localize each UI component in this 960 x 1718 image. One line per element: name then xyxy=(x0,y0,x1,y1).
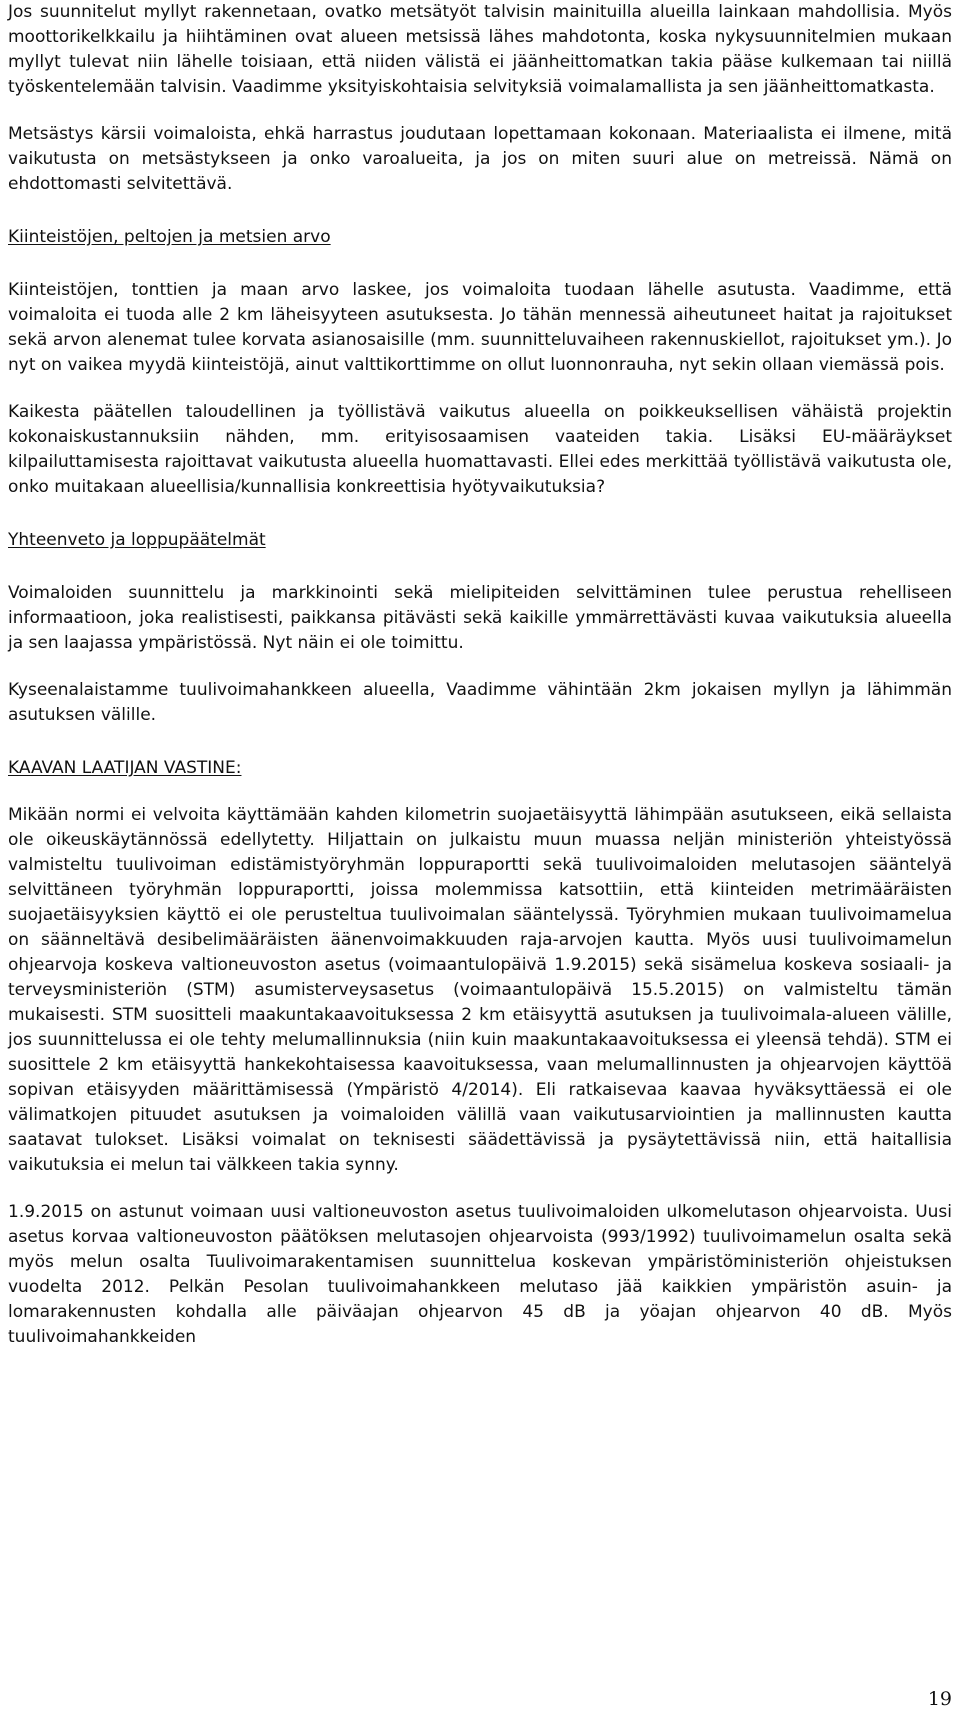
heading-summary: Yhteenveto ja loppupäätelmät xyxy=(8,530,266,550)
paragraph-property-value: Kiinteistöjen, tonttien ja maan arvo laskee, jos voimaloita tuodaan lähelle asutusta. Vaadimme, että voimaloita ei tuoda alle 2 km läheisyyteen asutuksesta. Jo tähän mennessä aiheutuneet haitat ja rajoitukset sekä arvon alenemat tulee korvata asianosaisille (mm. suunnitteluvaiheen rakennuskiellot, rajoitukset ym.). Jo nyt on vaikea myydä kiinteistöjä, ainut valttikorttimme on ollut luonnonrauha, nyt sekin ollaan viemässä pois. xyxy=(8,280,952,375)
paragraph-distance-demand: Kyseenalaistamme tuulivoimahankkeen alueella, Vaadimme vähintään 2km jokaisen myllyn ja lähimmän asutuksen välille. xyxy=(8,680,952,725)
paragraph-planning-information: Voimaloiden suunnittelu ja markkinointi sekä mielipiteiden selvittäminen tulee perustua rehelliseen informaatioon, joka realistisesti, paikkansa pitävästi sekä kaikille ymmärrettävästi kuvaa vaikutuksia alueella ja sen laajassa ympäristössä. Nyt näin ei ole toimittu. xyxy=(8,583,952,653)
paragraph-hunting: Metsästys kärsii voimaloista, ehkä harrastus joudutaan lopettamaan kokonaan. Materiaalista ei ilmene, mitä vaikutusta on metsästykseen ja onko varoalueita, ja jos on miten suuri alue on metreissä. Nämä on ehdottomasti selvitettävä. xyxy=(8,124,952,194)
document-page xyxy=(8,0,952,1350)
paragraph-noise-regulation: 1.9.2015 on astunut voimaan uusi valtioneuvoston asetus tuulivoimaloiden ulkomelutason ohjearvoista. Uusi asetus korvaa valtioneuvoston päätöksen melutasojen ohjearvoista (993/1992) tuulivoimamelun osalta sekä myös melun osalta Tuulivoimarakentamisen suunnittelua koskevan ympäristöministeriön ohjeistuksen vuodelta 2012. Pelkän Pesolan tuulivoimahankkeen melutaso jää kaikkien ympäristön asuin- ja lomarakennusten kohdalla alle päiväajan ohjearvon 45 dB ja yöajan ohjearvon 40 dB. Myös tuulivoimahankkeiden xyxy=(8,1202,952,1347)
paragraph-economic-impact: Kaikesta päätellen taloudellinen ja työllistävä vaikutus alueella on poikkeuksellisen vähäistä projektin kokonaiskustannuksiin nähden, mm. erityisosaamisen vaateiden takia. Lisäksi EU-määräykset kilpailuttamisesta rajoittavat vaikutusta alueella huomattavasti. Ellei edes merkittää työllistävä vaikutusta ole, onko muitakaan alueellisia/kunnallisia konkreettisia hyötyvaikutuksia? xyxy=(8,402,952,497)
heading-planner-response: KAAVAN LAATIJAN VASTINE: xyxy=(8,758,242,778)
paragraph-planner-response: Mikään normi ei velvoita käyttämään kahden kilometrin suojaetäisyyttä lähimpään asutukseen, eikä sellaista ole oikeuskäytännössä edellytetty. Hiljattain on julkaistu muun muassa neljän ministeriön yhteistyössä valmisteltu tuulivoiman edistämistyöryhmän loppuraportti sekä tuulivoimaloiden melutasojen sääntelyä selvittäneen työryhmän loppuraportti, joissa molemmissa katsottiin, että kiinteiden metrimääräisten suojaetäisyyksien käyttö ei ole perusteltua tuulivoimalan sääntelyssä. Työryhmien mukaan tuulivoimamelua on säänneltävä desibelimääräisten äänenvoimakkuuden raja-arvojen kautta. Myös uusi tuulivoimamelun ohjearvoja koskeva valtioneuvoston asetus (voimaantulopäivä 1.9.2015) sekä sisämelua koskeva sosiaali- ja terveysministeriön (STM) asumisterveysasetus (voimaantulopäivä 15.5.2015) on valmisteltu tämän mukaisesti. STM suositteli maakuntakaavoituksessa 2 km etäisyyttä asutuksen ja tuulivoimala-alueen välille, jos suunnittelussa ei ole tehty melumallinnuksia (niin kuin maakuntakaavoituksessa ei yleensä tehdä). STM ei suosittele 2 km etäisyyttä hankekohtaisessa kaavoituksessa, vaan melumallinnusten ja ohjearvojen käyttöä sopivan etäisyyden määrittämisessä (Ympäristö 4/2014). Eli ratkaisevaa kaavaa hyväksyttäessä ei ole välimatkojen pituudet asutuksen ja voimaloiden välillä vaan vaikutusarviointien ja mallinnusten kautta saatavat tulokset. Lisäksi voimalat on teknisesti säädettävissä ja pysäytettävissä niin, että haitallisia vaikutuksia ei melun tai välkkeen takia synny. xyxy=(8,805,952,1175)
heading-property-value: Kiinteistöjen, peltojen ja metsien arvo xyxy=(8,227,331,247)
paragraph-winter-access: Jos suunnitelut myllyt rakennetaan, ovatko metsätyöt talvisin mainituilla alueilla lainkaan mahdollisia. Myös moottorikelkkailu ja hiihtäminen ovat alueen metsissä lähes mahdotonta, koska nykysuunnitelmien mukaan myllyt tulevat niin lähelle toisiaan, että niiden välistä ei jäänheittomatkan takia pääse kulkemaan tai niillä työskentelemään talvisin. Vaadimme yksityiskohtaisia selvityksiä voimalamallista ja sen jäänheittomatkasta. xyxy=(8,2,952,97)
page-number: 19 xyxy=(927,1688,952,1710)
